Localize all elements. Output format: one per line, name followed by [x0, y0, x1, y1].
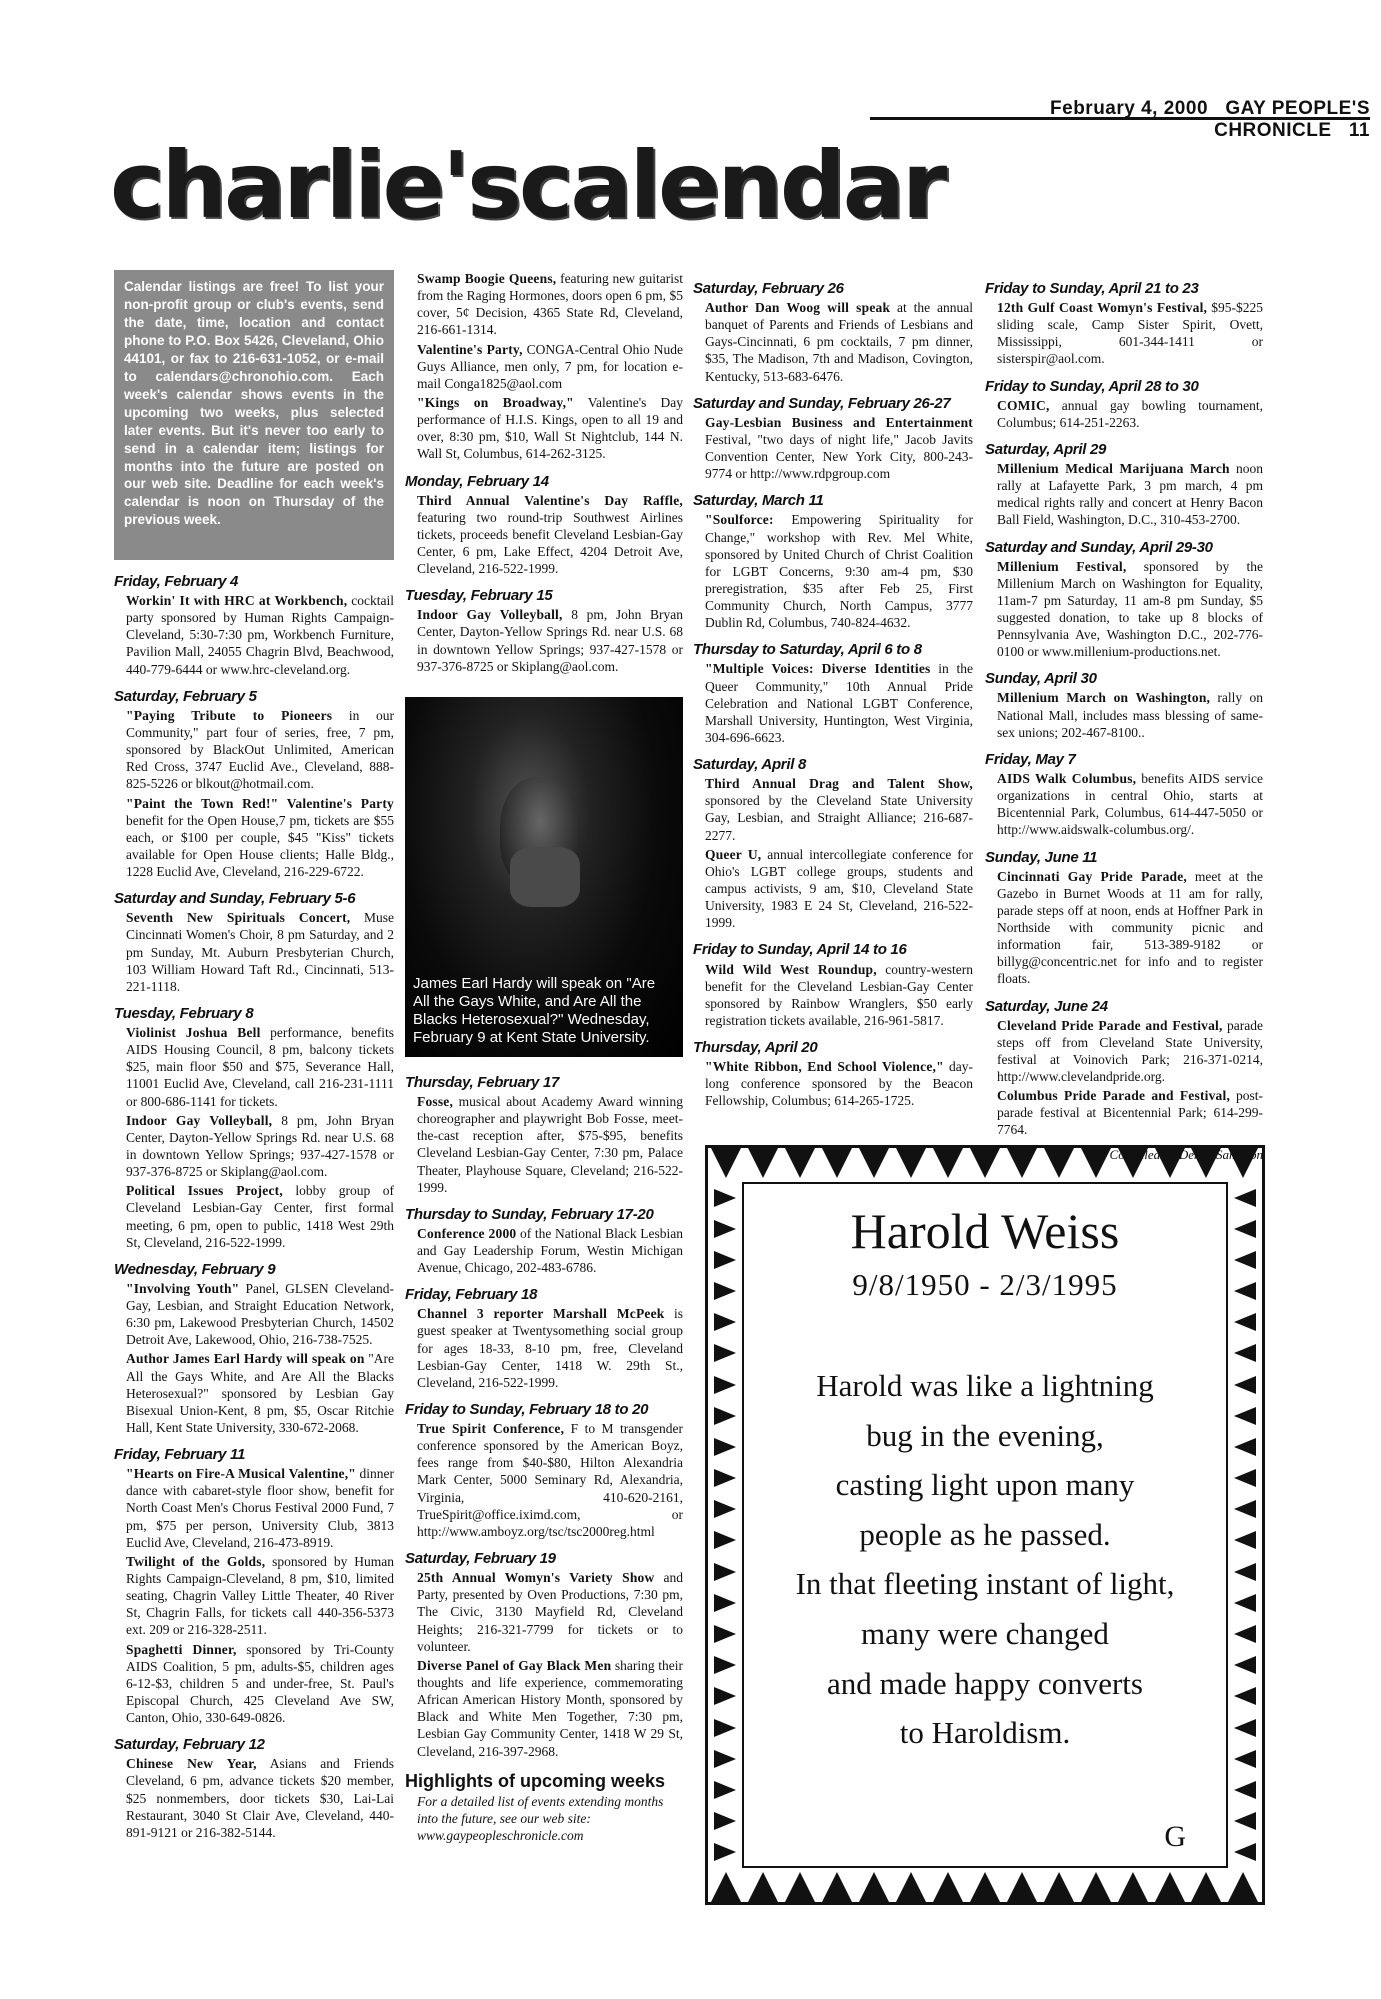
event-title: Violinist Joshua Bell	[126, 1025, 261, 1040]
column-1	[114, 270, 394, 1843]
border-triangle	[1081, 1872, 1111, 1902]
border-triangle	[711, 1872, 741, 1902]
event-title: 25th Annual Womyn's Variety Show	[417, 1570, 655, 1586]
event-listing	[997, 460, 1263, 529]
event-details: annual gay bowling tournament, Columbus; 614-251-2263.	[997, 397, 1263, 430]
event-title: Author James Earl Hardy will speak on	[126, 1351, 365, 1367]
border-triangle	[1234, 1500, 1256, 1518]
border-triangle	[1234, 1719, 1256, 1737]
event-listing	[126, 1465, 394, 1551]
day-heading: Thursday to Saturday, April 6 to 8	[693, 641, 922, 659]
event-details: 8 pm, John Bryan Center, Dayton-Yellow Springs Rd. near U.S. 68 in downtown Yellow Springs; 937-427-1578 or 937-376-8725 or Skiplang@aol.com.	[126, 1112, 394, 1180]
verse-line: and made happy converts	[827, 1665, 1143, 1701]
photo-hands	[510, 847, 580, 907]
event-title: Diverse Panel of Gay Black Men	[417, 1657, 612, 1673]
memorial-mark: G	[1164, 1820, 1186, 1853]
border-triangle	[1234, 1781, 1256, 1799]
event-listing	[126, 1755, 394, 1841]
border-triangle	[1234, 1594, 1256, 1612]
border-triangle	[714, 1282, 736, 1300]
border-triangle	[933, 1872, 963, 1902]
event-title: "White Ribbon, End School Violence,"	[705, 1059, 944, 1075]
page-number: 11	[1348, 120, 1370, 141]
border-triangle	[1228, 1148, 1258, 1178]
event-listing	[705, 414, 973, 483]
event-title: Cleveland Pride Parade and Festival,	[997, 1017, 1223, 1033]
event-listing	[705, 660, 973, 746]
event-listing	[705, 961, 973, 1030]
event-listing	[417, 1657, 683, 1760]
event-listing	[126, 1553, 394, 1639]
event-details: annual intercollegiate conference for Ohio's LGBT college groups, students and campus activists, 9 am, $10, Cleveland State University, 1983 E 24 St, Cleveland, 216-522-1999.	[705, 846, 973, 931]
border-triangle	[1234, 1843, 1256, 1861]
event-listing	[997, 397, 1263, 431]
border-triangle	[1234, 1469, 1256, 1487]
border-triangle	[1234, 1656, 1256, 1674]
day-heading: Monday, February 14	[405, 472, 549, 490]
highlights-text: For a detailed list of events extending months into the future, see our web site: www.gaypeopleschronicle.com	[417, 1793, 664, 1843]
border-triangle	[1007, 1872, 1037, 1902]
calendar-notice: Calendar listings are free! To list your non-profit group or club's events, send the date, time, location and contact phone to P.O. Box 5426, Cleveland, Ohio 44101, or fax to 216-631-1052, or e-mail to calendars@chronohio.com. Each week's calendar shows events in the upcoming two weeks, plus selected later events. But it's never too early to send in a calendar item; listings for months into the future are posted on our web site. Deadline for each week's calendar is noon on Thursday of the previous week.	[114, 270, 394, 560]
event-title: Third Annual Drag and Talent Show,	[705, 776, 973, 792]
verse-line: to Haroldism.	[899, 1715, 1071, 1751]
day-heading: Thursday, April 20	[693, 1039, 818, 1057]
event-details: featuring new guitarist from the Raging Hormones, doors open 6 pm, $5 cover, 5¢ Decision, 4365 State Rd, Cleveland, 216-661-1314.	[417, 271, 683, 338]
day-heading: Tuesday, February 15	[405, 587, 553, 605]
event-title: AIDS Walk Columbus,	[997, 770, 1137, 786]
memorial-box	[705, 1145, 1265, 1905]
border-triangle	[748, 1872, 778, 1902]
event-title: Conference 2000	[417, 1225, 517, 1241]
event-details: of the National Black Lesbian and Gay Leadership Forum, Westin Michigan Avenue, Chicago, 202-483-6786.	[417, 1225, 683, 1276]
border-triangle	[785, 1148, 815, 1178]
day-heading: Sunday, April 30	[985, 670, 1097, 688]
event-title: "Involving Youth"	[126, 1280, 240, 1296]
border-triangle	[1234, 1282, 1256, 1300]
issue-date: February 4, 2000	[1050, 98, 1209, 119]
event-details: performance, benefits AIDS Housing Council, 8 pm, balcony tickets $25, main floor $50 and $75, Severance Hall, 11001 Euclid Ave, Cleveland, call 216-231-1111 or 800-686-1141 for tickets.	[126, 1025, 394, 1109]
border-triangle	[1234, 1438, 1256, 1456]
border-triangle	[714, 1719, 736, 1737]
verse-line: casting light upon many	[835, 1467, 1135, 1503]
event-details: cocktail party sponsored by Human Rights Campaign-Cleveland, 5:30-7:30 pm, Workbench Furniture, Pavilion Mall, 24055 Chagrin Blvd, Beachwood, 440-779-6444 or www.hrc-cleveland.org.	[126, 593, 394, 677]
border-triangle	[1081, 1148, 1111, 1178]
border-triangle	[714, 1251, 736, 1269]
event-listing	[126, 1112, 394, 1181]
event-listing	[126, 909, 394, 995]
event-details: 8 pm, John Bryan Center, Dayton-Yellow Springs Rd. near U.S. 68 in downtown Yellow Springs; 937-427-1578 or 937-376-8725 or Skiplang@aol.com.	[417, 607, 683, 674]
event-details: benefits AIDS service organizations in central Ohio, starts at Bicentennial Park, Columbus, 614-447-5050 or http://www.aidswalk-columbus.org/.	[997, 770, 1263, 838]
event-listing	[126, 1024, 394, 1110]
border-triangle	[748, 1148, 778, 1178]
event-listing	[417, 1093, 683, 1196]
event-listing	[126, 707, 394, 793]
event-title: Political Issues Project,	[126, 1183, 283, 1199]
event-title: Seventh New Spirituals Concert,	[126, 910, 351, 926]
event-title: Columbus Pride Parade and Festival,	[997, 1088, 1231, 1104]
border-triangle	[1234, 1344, 1256, 1362]
day-heading: Tuesday, February 8	[114, 1004, 254, 1022]
event-listing	[417, 341, 683, 392]
event-details: sponsored by the Millenium March on Washington for Equality, 11am-7 pm Saturday, 11 am-8 pm Sunday, $5 suggested donation, to take up 8 blocks of Pennsylvania Ave, Washington D.C., 202-776-0100 or www.millenium-productions.net.	[997, 558, 1263, 660]
event-title: "Paying Tribute to Pioneers	[126, 707, 333, 723]
event-details: Asians and Friends Cleveland, 6 pm, advance tickets $20 member, $25 nonmembers, door tickets $30, Lai-Lai Restaurant, 3040 St Clair Ave, Cleveland, 440-891-9121 or 216-382-5144.	[126, 1756, 394, 1840]
day-heading: Saturday and Sunday, February 5-6	[114, 890, 356, 908]
event-listing	[705, 511, 973, 631]
event-title: 12th Gulf Coast Womyn's Festival,	[997, 300, 1208, 316]
border-triangle	[1044, 1872, 1074, 1902]
event-title: COMIC,	[997, 397, 1050, 413]
event-details: Valentine's Day performance of H.I.S. Kings, open to all 19 and over, 8:30 pm, $10, Wall St Nightclub, 144 N. Wall St, Columbus, 614-262-3125.	[417, 394, 684, 462]
verse-line: In that fleeting instant of light,	[795, 1566, 1175, 1602]
event-title: Wild Wild West Roundup,	[705, 961, 877, 977]
event-title: Swamp Boogie Queens,	[417, 271, 557, 286]
day-heading: Saturday, February 26	[693, 280, 844, 297]
event-title: Queer U,	[705, 846, 762, 862]
border-triangle	[822, 1872, 852, 1902]
event-title: Valentine's Party,	[417, 341, 523, 357]
compiled-by-credit: Compiled by Denny Sampson	[1109, 1146, 1263, 1162]
day-heading: Saturday, February 5	[114, 687, 257, 705]
border-triangle	[714, 1376, 736, 1394]
event-title: Channel 3 reporter Marshall McPeek	[417, 1306, 665, 1322]
verse-line: Harold was like a lightning	[816, 1368, 1154, 1403]
day-heading: Friday to Sunday, April 14 to 16	[693, 941, 907, 959]
event-title: Millenium Medical Marijuana March	[997, 460, 1230, 476]
speaker-photo	[405, 697, 683, 1057]
event-details: noon rally at Lafayette Park, 3 pm march, 4 pm medical rights rally and concert at Henry Bacon Ball Field, Washington, D.C., 310-453-2700.	[997, 460, 1263, 528]
column-2	[405, 270, 683, 1844]
event-title: Chinese New Year,	[126, 1756, 257, 1772]
event-title: Spaghetti Dinner,	[126, 1641, 237, 1657]
border-triangle	[714, 1313, 736, 1331]
event-details: sharing their thoughts and life experience, commemorating African American History Month, sponsored by Black and White Men Together, 7:30 pm, Lesbian Gay Community Center, 1418 W 29 St, Cleveland, 216-397-2968.	[417, 1657, 683, 1759]
border-triangle	[970, 1148, 1000, 1178]
event-title: Gay-Lesbian Business and Entertainment	[705, 414, 973, 430]
border-triangle	[714, 1687, 736, 1705]
day-heading: Saturday and Sunday, February 26-27	[693, 394, 951, 412]
day-heading: Friday to Sunday, February 18 to 20	[405, 1401, 649, 1419]
event-details: in the Queer Community," 10th Annual Pride Celebration and National LGBT Conference, Marshall University, Huntington, West Virginia, 304-696-6623.	[705, 661, 973, 745]
event-details: sponsored by Tri-County AIDS Coalition, 5 pm, adults-$5, children ages 6-12-$3, children 5 and under-free, St. Paul's Episcopal Church, 425 Cleveland Ave SW, Canton, Ohio, 330-649-0826.	[126, 1641, 394, 1726]
border-triangle	[1228, 1872, 1258, 1902]
event-details: post-parade festival at Bicentennial Park; 614-299-7764.	[997, 1088, 1264, 1138]
border-triangle	[1234, 1750, 1256, 1768]
event-details: parade steps off from Cleveland State University, festival at Voinovich Park; 216-371-0214, http://www.clevelandpride.org.	[997, 1017, 1263, 1085]
event-title: Fosse,	[417, 1093, 454, 1109]
event-title: Millenium March on Washington,	[997, 690, 1211, 706]
event-listing	[126, 1350, 394, 1436]
event-listing	[997, 868, 1263, 988]
day-heading: Thursday to Sunday, February 17-20	[405, 1205, 654, 1223]
event-title: "Hearts on Fire-A Musical Valentine,"	[126, 1466, 356, 1482]
event-listing	[417, 394, 683, 463]
event-listing	[997, 558, 1263, 661]
event-listing	[126, 592, 394, 678]
col3-listings	[693, 279, 973, 1110]
event-details: dinner dance with cabaret-style floor show, benefit for North Coast Men's Chorus Festival 2000 Fund, 7 pm, $75 per person, University Club, 3813 Euclid Ave, Cleveland, 216-473-8919.	[126, 1466, 394, 1550]
border-triangle	[714, 1750, 736, 1768]
border-triangle	[714, 1594, 736, 1612]
border-triangle	[714, 1781, 736, 1799]
event-details: CONGA-Central Ohio Nude Guys Alliance, men only, 7 pm, for location e-mail Conga1825@aol.com	[417, 341, 683, 391]
border-triangle	[714, 1469, 736, 1487]
border-triangle	[714, 1812, 736, 1830]
event-title: "Paint the Town Red!" Valentine's Party	[126, 795, 394, 811]
event-details: Panel, GLSEN Cleveland-Gay, Lesbian, and Straight Education Network, 6:30 pm, Lakewood Presbyterian Church, 14502 Detroit Ave, Lakewood, Ohio, 216-738-7525.	[126, 1280, 394, 1348]
border-triangle	[714, 1843, 736, 1861]
event-title: "Kings on Broadway,"	[417, 394, 574, 410]
day-heading: Friday to Sunday, April 21 to 23	[985, 280, 1199, 297]
event-details: "Are All the Gays White, and Are All the Blacks Heterosexual?" sponsored by Lesbian Gay Bisexual Union-Kent, 8 pm, $5, Oscar Ritchie Hall, Kent State University, 330-672-2068.	[126, 1351, 394, 1435]
event-listing	[997, 689, 1263, 740]
event-details: $95-$225 sliding scale, Camp Sister Spirit, Ovett, Mississippi, 601-344-1411 or sisterspir@aol.com.	[997, 300, 1263, 367]
border-triangle	[714, 1531, 736, 1549]
border-triangle	[711, 1148, 741, 1178]
event-listing	[417, 1420, 683, 1540]
event-details: featuring two round-trip Southwest Airlines tickets, proceeds benefit Cleveland Lesbian-Gay Center, 6 pm, Lake Effect, 4204 Detroit Ave, Cleveland, 216-522-1999.	[417, 509, 683, 577]
event-listing	[417, 606, 683, 675]
memorial-inner	[742, 1182, 1228, 1868]
border-triangle	[714, 1656, 736, 1674]
memorial-dates: 9/8/1950 - 2/3/1995	[852, 1267, 1118, 1302]
memorial-name: Harold Weiss	[850, 1203, 1120, 1259]
column-4	[985, 270, 1263, 1163]
event-listing	[126, 795, 394, 881]
verse-line: bug in the evening,	[866, 1417, 1104, 1453]
col4-listings	[985, 279, 1263, 1139]
event-listing	[705, 846, 973, 932]
event-listing	[417, 270, 683, 339]
event-details: lobby group of Cleveland Lesbian-Gay Center, first formal meeting, 6 pm, open to public, 1418 West 29th St, Cleveland, 216-522-1999.	[126, 1183, 394, 1250]
event-details: at the annual banquet of Parents and Friends of Lesbians and Gays-Cincinnati, 6 pm cocktails, 7 pm dinner, $35, The Madison, 7th and Madison, Covington, Kentucky, 513-683-6476.	[705, 300, 973, 384]
border-left-triangles	[708, 1182, 742, 1868]
border-triangle	[1234, 1407, 1256, 1425]
col2b-listings	[405, 1073, 683, 1760]
event-listing	[997, 299, 1263, 368]
border-triangle	[1118, 1148, 1148, 1178]
border-triangle	[822, 1148, 852, 1178]
event-details: meet at the Gazebo in Burnet Woods at 11 am for rally, parade steps off at noon, ends at Hoffner Park in Northside with community picnic and information fair, 513-389-9182 or billyg@concentric.net for info and to register floats.	[997, 868, 1263, 987]
day-heading: Friday, February 11	[114, 1446, 246, 1464]
memorial-verse	[744, 1361, 1226, 1758]
border-triangle	[714, 1438, 736, 1456]
border-top-triangles	[708, 1148, 1262, 1182]
day-heading: Friday, May 7	[985, 750, 1076, 768]
day-heading: Friday, February 4	[114, 573, 239, 590]
day-heading: Saturday, April 8	[693, 756, 806, 774]
border-triangle	[1234, 1251, 1256, 1269]
border-triangle	[896, 1872, 926, 1902]
event-details: musical about Academy Award winning choreographer and playwright Bob Fosse, meet-the-cast reception after, $75-$95, benefits Cleveland Lesbian-Gay Center, 7:30 pm, Palace Theater, Playhouse Square, Cleveland; 216-522-1999.	[417, 1093, 683, 1195]
border-triangle	[1234, 1376, 1256, 1394]
border-triangle	[1234, 1189, 1256, 1207]
border-triangle	[1191, 1148, 1221, 1178]
verse-line: many were changed	[861, 1615, 1109, 1651]
event-listing	[997, 770, 1263, 839]
event-details: F to M transgender conference sponsored by the American Boyz, fees range from $40-$80, Hilton Alexandria Mark Center, 5000 Seminary Rd, Alexandria, Virginia, 410-620-2161, TrueSpirit@office.iximd.com, or http://www.amboyz.org/tsc/tsc2000reg.html	[417, 1421, 683, 1539]
border-triangle	[933, 1148, 963, 1178]
border-triangle	[1234, 1531, 1256, 1549]
event-details: Festival, "two days of night life," Jacob Javits Convention Center, New York City, 800-243-9774 or http://www.rdpgroup.com	[705, 431, 973, 482]
border-bottom-triangles	[708, 1868, 1262, 1902]
day-heading: Saturday, February 19	[405, 1550, 556, 1568]
border-triangle	[1044, 1148, 1074, 1178]
day-heading: Saturday, April 29	[985, 440, 1107, 458]
border-triangle	[1234, 1313, 1256, 1331]
day-heading: Saturday, June 24	[985, 997, 1108, 1015]
col1-listings	[114, 572, 394, 1841]
event-details: and Party, presented by Oven Productions, 7:30 pm, The Civic, 3130 Mayfield Rd, Cleveland Heights; 216-321-7799 for tickets or to volunteer.	[417, 1570, 684, 1654]
event-title: Twilight of the Golds,	[126, 1553, 266, 1569]
event-details: sponsored by the Cleveland State University Gay, Lesbian, and Straight Alliance; 216-687-2277.	[705, 793, 973, 843]
column-3	[693, 270, 973, 1112]
border-triangle	[714, 1344, 736, 1362]
border-triangle	[1155, 1148, 1185, 1178]
border-triangle	[859, 1148, 889, 1178]
event-details: Muse Cincinnati Women's Choir, 8 pm Saturday, and 2 pm Sunday, Mt. Auburn Presbyterian Church, 103 William Howard Taft Rd., Cincinnati, 513-221-1118.	[126, 910, 394, 994]
border-triangle	[1234, 1220, 1256, 1238]
border-triangle	[714, 1220, 736, 1238]
event-listing	[705, 1058, 973, 1109]
event-title: Cincinnati Gay Pride Parade,	[997, 868, 1187, 884]
border-triangle	[714, 1563, 736, 1581]
event-listing	[126, 1641, 394, 1727]
event-listing	[126, 1182, 394, 1251]
border-triangle	[714, 1407, 736, 1425]
highlights-title: Highlights of upcoming weeks	[405, 1770, 666, 1791]
event-title: Author Dan Woog will speak	[705, 300, 891, 316]
border-triangle	[785, 1872, 815, 1902]
event-listing	[126, 1280, 394, 1349]
border-triangle	[1234, 1687, 1256, 1705]
event-title: "Soulforce:	[705, 512, 774, 528]
day-heading: Saturday, February 12	[114, 1736, 265, 1754]
event-listing	[997, 1087, 1263, 1138]
border-triangle	[714, 1625, 736, 1643]
event-title: Millenium Festival,	[997, 558, 1127, 574]
day-heading: Wednesday, February 9	[114, 1260, 276, 1278]
border-triangle	[1234, 1625, 1256, 1643]
event-listing	[417, 492, 683, 578]
day-heading: Friday, February 18	[405, 1286, 538, 1304]
event-details: is guest speaker at Twentysomething social group for ages 18-33, 8-10 pm, free, Cleveland Lesbian-Gay Center, 1418 W. 29th St., Cleveland, 216-522-1999.	[417, 1306, 683, 1390]
border-triangle	[1234, 1812, 1256, 1830]
event-details: in our Community," part four of series, free, 7 pm, sponsored by BlackOut Unlimited, American Red Cross, 3747 Euclid Ave., Cleveland, 888-825-5226 or blkout@hotmail.com.	[126, 707, 395, 792]
day-heading: Saturday and Sunday, April 29-30	[985, 538, 1213, 556]
event-listing	[417, 1569, 683, 1655]
verse-line: people as he passed.	[859, 1516, 1111, 1552]
border-triangle	[1007, 1148, 1037, 1178]
publication-name: GAY PEOPLE'S CHRONICLE	[1214, 98, 1370, 141]
photo-caption: James Earl Hardy will speak on "Are All the Gays White, and Are All the Blacks Heterosexual?" Wednesday, February 9 at Kent State University.	[413, 974, 656, 1046]
day-heading: Friday to Sunday, April 28 to 30	[985, 377, 1199, 395]
event-listing	[417, 1305, 683, 1391]
event-listing	[705, 299, 973, 385]
event-listing	[417, 1225, 683, 1276]
event-title: Third Annual Valentine's Day Raffle,	[417, 492, 683, 508]
event-listing	[997, 1017, 1263, 1086]
border-triangle	[1155, 1872, 1185, 1902]
event-details: country-western benefit for the Cleveland Lesbian-Gay Center sponsored by Rainbow Wranglers, $50 early registration tickets available, 216-961-5817.	[705, 961, 973, 1028]
col2a-listings	[405, 270, 683, 675]
masthead-title: charlie'scalendar	[110, 132, 945, 239]
event-title: True Spirit Conference,	[417, 1421, 565, 1437]
border-triangle	[714, 1500, 736, 1518]
day-heading: Saturday, March 11	[693, 492, 824, 510]
day-heading: Sunday, June 11	[985, 848, 1098, 866]
border-triangle	[859, 1872, 889, 1902]
border-triangle	[1118, 1872, 1148, 1902]
border-triangle	[896, 1148, 926, 1178]
event-details: sponsored by Human Rights Campaign-Cleveland, 8 pm, $10, limited seating, Chagrin Valley Little Theater, 40 River St, Chagrin Falls, for tickets call 440-356-5373 ext. 209 or 216-328-2511.	[126, 1553, 394, 1638]
event-details: Empowering Spirituality for Change," workshop with Rev. Mel White, sponsored by United Church of Christ Coalition for LGBT Concerns, 9:30 am-4 pm, $30 preregistration, $35 after Feb 25, First Community Church, North Campus, 3777 Dublin Rd, Columbus, 740-824-4632.	[705, 512, 973, 631]
event-title: Indoor Gay Volleyball,	[126, 1112, 273, 1128]
event-title: "Multiple Voices: Diverse Identities	[705, 661, 931, 677]
event-title: Workin' It with HRC at Workbench,	[126, 593, 348, 609]
event-listing	[705, 775, 973, 844]
event-details: day-long conference sponsored by the Beacon Fellowship, Columbus; 614-265-1725.	[705, 1059, 973, 1109]
border-triangle	[714, 1189, 736, 1207]
border-triangle	[1234, 1563, 1256, 1581]
border-triangle	[1191, 1872, 1221, 1902]
event-details: rally on National Mall, includes mass blessing of same-sex unions; 202-467-8100..	[997, 690, 1263, 740]
border-right-triangles	[1228, 1182, 1262, 1868]
page-header	[1040, 98, 1370, 142]
border-triangle	[970, 1872, 1000, 1902]
event-title: Indoor Gay Volleyball,	[417, 607, 563, 623]
day-heading: Thursday, February 17	[405, 1073, 560, 1091]
event-details: benefit for the Open House,7 pm, tickets are $55 each, or $100 per couple, $45 "Kiss" tickets available for Open House clients; Halle Bldg., 1228 Euclid Ave, Cleveland, 216-229-6722.	[126, 812, 394, 880]
